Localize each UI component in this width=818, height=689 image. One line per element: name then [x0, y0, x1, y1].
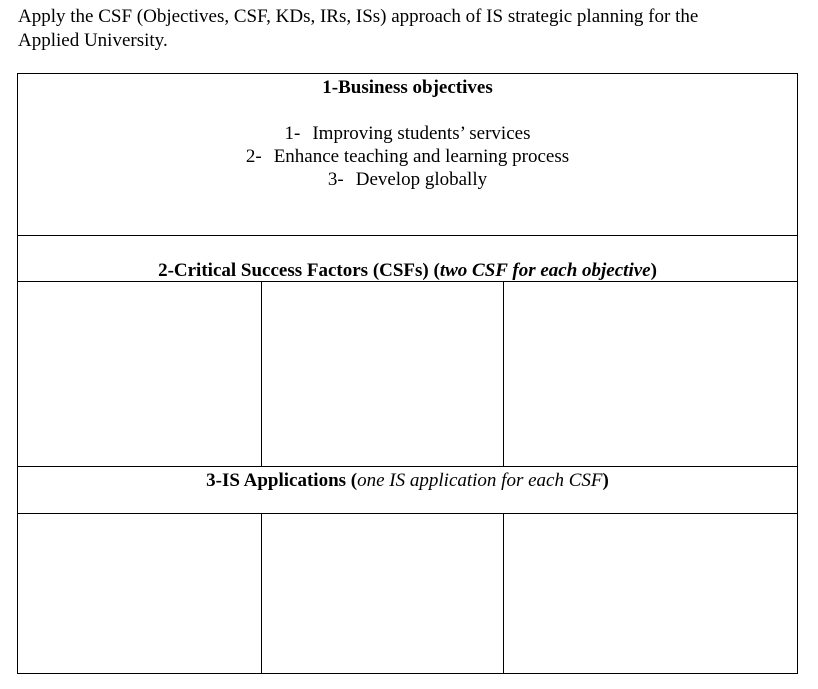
instruction-text [18, 5, 798, 53]
csf-cells-row [18, 282, 797, 467]
is-application-cell-2[interactable] [262, 514, 504, 673]
csf-title-close: ) [650, 260, 657, 281]
objective-item-2 [18, 145, 797, 168]
objective-number: 1- [284, 123, 301, 144]
objective-text: Develop globally [355, 169, 488, 190]
csf-cell-2[interactable] [262, 282, 504, 466]
objective-item-1 [18, 122, 797, 145]
csf-cell-3[interactable] [504, 282, 797, 466]
csf-cell-1[interactable] [18, 282, 262, 466]
is-applications-title-note: one IS application for each CSF [357, 470, 603, 491]
objective-number: 2- [245, 146, 262, 167]
instruction-line-1: Apply the CSF (Objectives, CSF, KDs, IRs, ISs) approach of IS strategic planning for the [18, 6, 699, 27]
csf-title-main: 2-Critical Success Factors (CSFs) ( [158, 260, 440, 281]
is-applications-title-main: 3-IS Applications ( [206, 470, 358, 491]
objective-item-3 [18, 168, 797, 191]
csf-header-row [18, 236, 797, 282]
is-application-cell-3[interactable] [504, 514, 797, 673]
is-applications-header-row [18, 467, 797, 514]
is-applications-cells-row [18, 514, 797, 673]
instruction-line-2: Applied University. [18, 30, 168, 51]
business-objectives-section [18, 74, 797, 236]
objectives-list [18, 122, 797, 191]
business-objectives-title: 1-Business objectives [322, 77, 493, 98]
is-applications-title [18, 470, 797, 492]
objective-text: Improving students’ services [312, 123, 531, 144]
objective-text: Enhance teaching and learning process [273, 146, 570, 167]
csf-planning-table [17, 73, 798, 674]
is-applications-title-close: ) [602, 470, 609, 491]
csf-title [18, 260, 797, 282]
objective-number: 3- [327, 169, 344, 190]
is-application-cell-1[interactable] [18, 514, 262, 673]
csf-title-note: two CSF for each objective [439, 260, 651, 281]
